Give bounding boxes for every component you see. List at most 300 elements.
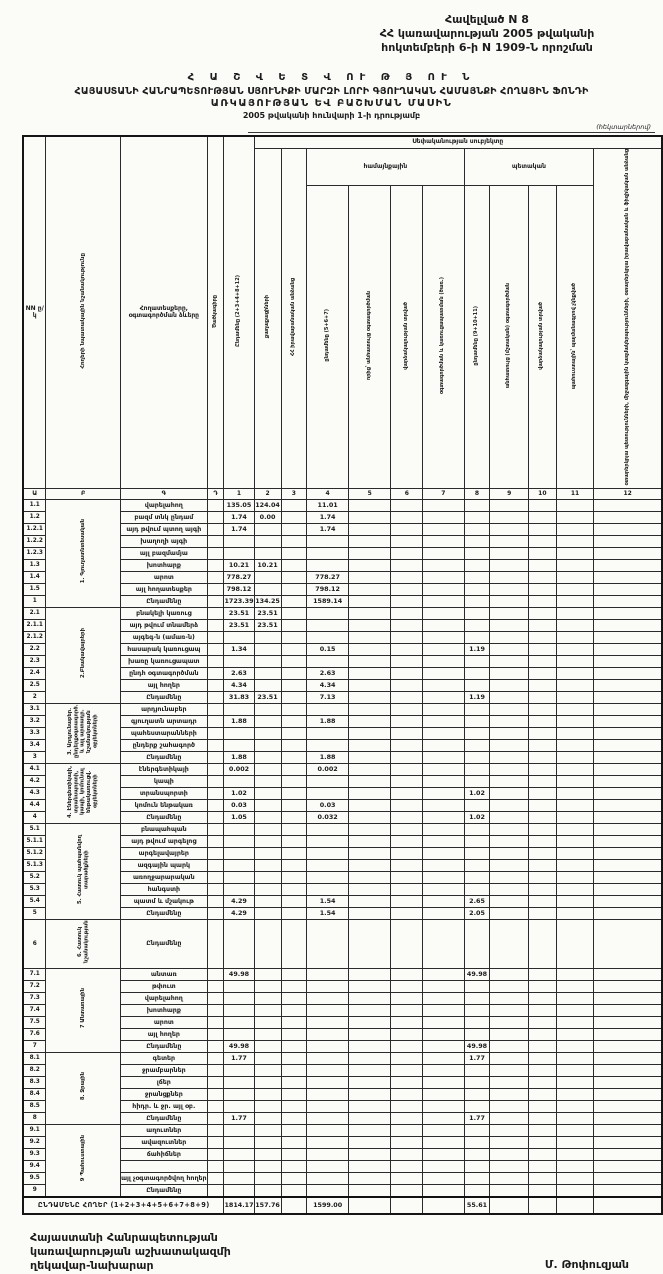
row-code bbox=[207, 895, 224, 907]
row-label: հասարակ կառուցապ bbox=[121, 643, 208, 655]
value-col-6 bbox=[391, 1172, 423, 1184]
value-col-8 bbox=[464, 619, 490, 631]
value-col-1 bbox=[224, 1100, 254, 1112]
section-group-label bbox=[46, 823, 121, 919]
value-col-12 bbox=[594, 643, 662, 655]
row-code bbox=[207, 631, 224, 643]
row-label bbox=[121, 1160, 208, 1172]
section-group-label-text: 4. Էներգետիկայի, տրանսպորտի, կապի, կոմունալ ենթակառուցվ. օբյեկտների bbox=[67, 765, 99, 818]
value-col-1 bbox=[224, 1064, 254, 1076]
value-col-5 bbox=[349, 523, 391, 535]
value-col-4 bbox=[307, 739, 349, 751]
row-label: այլ հողատեսքեր bbox=[121, 583, 208, 595]
value-col-9 bbox=[490, 1064, 529, 1076]
row-code bbox=[207, 1160, 224, 1172]
value-col-2 bbox=[254, 1136, 281, 1148]
value-col-6 bbox=[391, 751, 423, 763]
value-col-4: 0.03 bbox=[307, 799, 349, 811]
index-cell-1: 1 bbox=[224, 488, 254, 499]
value-col-3 bbox=[281, 1160, 307, 1172]
value-col-12 bbox=[594, 1028, 662, 1040]
index-row bbox=[23, 488, 662, 499]
value-col-6 bbox=[391, 859, 423, 871]
value-col-8 bbox=[464, 727, 490, 739]
col-header-total: Ընդամենը (2+3+4+8+12) bbox=[224, 136, 254, 488]
row-label: հիդր. և ջր. այլ օբ. bbox=[121, 1100, 208, 1112]
value-col-3 bbox=[281, 631, 307, 643]
value-col-9 bbox=[490, 847, 529, 859]
value-col-8 bbox=[464, 871, 490, 883]
value-col-9 bbox=[490, 583, 529, 595]
value-col-8 bbox=[464, 511, 490, 523]
value-col-7 bbox=[423, 895, 464, 907]
value-col-6 bbox=[391, 1076, 423, 1088]
section-group-label-text: 3. Արդյունաբեր. ընդերքօգտագործ. և այլ արտադր. նշանակության օբյեկտների bbox=[67, 704, 99, 759]
value-col-1: 4.29 bbox=[224, 895, 254, 907]
value-col-8 bbox=[464, 1004, 490, 1016]
row-code bbox=[207, 1028, 224, 1040]
value-col-5 bbox=[349, 595, 391, 607]
value-col-9 bbox=[490, 1076, 529, 1088]
value-col-4 bbox=[307, 607, 349, 619]
value-col-1 bbox=[224, 703, 254, 715]
table-row bbox=[23, 607, 662, 619]
row-label: բնակելի կառուց bbox=[121, 607, 208, 619]
value-col-2 bbox=[254, 631, 281, 643]
index-cell-2: 2 bbox=[254, 488, 281, 499]
value-col-12 bbox=[594, 715, 662, 727]
table-row bbox=[23, 499, 662, 511]
value-col-6 bbox=[391, 571, 423, 583]
value-col-2 bbox=[254, 907, 281, 919]
value-col-12 bbox=[594, 895, 662, 907]
value-col-4 bbox=[307, 631, 349, 643]
row-label: հանգստի bbox=[121, 883, 208, 895]
row-nn: 2.4 bbox=[23, 667, 46, 679]
row-nn: 2.3 bbox=[23, 655, 46, 667]
value-col-6 bbox=[391, 667, 423, 679]
value-col-10 bbox=[529, 679, 557, 691]
value-col-2 bbox=[254, 583, 281, 595]
value-col-5 bbox=[349, 1124, 391, 1136]
value-col-3 bbox=[281, 1112, 307, 1124]
row-label: ջրանցքներ bbox=[121, 1088, 208, 1100]
value-col-12 bbox=[594, 919, 662, 968]
row-label: Ընդամենը bbox=[121, 691, 208, 703]
value-col-3 bbox=[281, 1100, 307, 1112]
value-col-3 bbox=[281, 1004, 307, 1016]
index-cell-10: 10 bbox=[529, 488, 557, 499]
value-col-6 bbox=[391, 1016, 423, 1028]
value-col-9 bbox=[490, 1184, 529, 1197]
value-col-6 bbox=[391, 1124, 423, 1136]
value-col-9 bbox=[490, 523, 529, 535]
appendix-note bbox=[317, 13, 657, 54]
section-group-label bbox=[46, 763, 121, 823]
value-col-10 bbox=[529, 787, 557, 799]
row-label: արոտ bbox=[121, 1016, 208, 1028]
value-col-3 bbox=[281, 1172, 307, 1184]
value-col-9 bbox=[490, 655, 529, 667]
row-label: ավազուտներ bbox=[121, 1136, 208, 1148]
value-col-3 bbox=[281, 679, 307, 691]
value-col-10 bbox=[529, 1004, 557, 1016]
value-col-3 bbox=[281, 968, 307, 980]
value-col-7 bbox=[423, 1184, 464, 1197]
col-header-community-group: համայնքային bbox=[307, 148, 464, 186]
value-col-11 bbox=[556, 499, 594, 511]
value-col-9 bbox=[490, 835, 529, 847]
value-col-3 bbox=[281, 823, 307, 835]
row-nn: 9.4 bbox=[23, 1160, 46, 1172]
row-nn: 1.2.2 bbox=[23, 535, 46, 547]
value-col-10 bbox=[529, 739, 557, 751]
value-col-8: 1.19 bbox=[464, 643, 490, 655]
value-col-1: 1.77 bbox=[224, 1052, 254, 1064]
value-col-6 bbox=[391, 679, 423, 691]
value-col-10 bbox=[529, 859, 557, 871]
row-nn: 8.3 bbox=[23, 1076, 46, 1088]
value-col-7 bbox=[423, 619, 464, 631]
value-col-9 bbox=[490, 643, 529, 655]
value-col-5 bbox=[349, 1112, 391, 1124]
report-title bbox=[0, 72, 663, 120]
row-code bbox=[207, 1052, 224, 1064]
value-col-4 bbox=[307, 823, 349, 835]
value-col-2 bbox=[254, 871, 281, 883]
footer-line3: ղեկավար-նախարար bbox=[30, 1259, 154, 1273]
value-col-8 bbox=[464, 1136, 490, 1148]
value-col-7 bbox=[423, 679, 464, 691]
value-col-11 bbox=[556, 835, 594, 847]
value-col-1 bbox=[224, 1136, 254, 1148]
value-col-11 bbox=[556, 511, 594, 523]
grand-total-col-6 bbox=[391, 1197, 423, 1214]
value-col-3 bbox=[281, 1184, 307, 1197]
value-col-12 bbox=[594, 968, 662, 980]
row-nn: 8.2 bbox=[23, 1064, 46, 1076]
value-col-7 bbox=[423, 1124, 464, 1136]
value-col-10 bbox=[529, 1148, 557, 1160]
value-col-10 bbox=[529, 1016, 557, 1028]
value-col-12 bbox=[594, 727, 662, 739]
row-code bbox=[207, 763, 224, 775]
value-col-5 bbox=[349, 775, 391, 787]
value-col-8 bbox=[464, 835, 490, 847]
value-col-7 bbox=[423, 835, 464, 847]
value-col-4 bbox=[307, 535, 349, 547]
row-code bbox=[207, 1100, 224, 1112]
value-col-5 bbox=[349, 727, 391, 739]
value-col-9 bbox=[490, 823, 529, 835]
value-col-10 bbox=[529, 907, 557, 919]
value-col-7 bbox=[423, 631, 464, 643]
value-col-1 bbox=[224, 1148, 254, 1160]
value-col-9 bbox=[490, 907, 529, 919]
row-nn: 5.1 bbox=[23, 823, 46, 835]
value-col-11 bbox=[556, 1148, 594, 1160]
value-col-7 bbox=[423, 847, 464, 859]
row-label: Ընդամենը bbox=[121, 1184, 208, 1197]
index-cell-3: 3 bbox=[281, 488, 307, 499]
value-col-7 bbox=[423, 1112, 464, 1124]
row-nn: 9.1 bbox=[23, 1124, 46, 1136]
value-col-11 bbox=[556, 1028, 594, 1040]
row-code bbox=[207, 871, 224, 883]
appendix-line3: հոկտեմբերի 6-ի N 1909-Ն որոշման bbox=[381, 40, 593, 54]
value-col-5 bbox=[349, 1100, 391, 1112]
value-col-8 bbox=[464, 1088, 490, 1100]
index-cell-Բ: Բ bbox=[46, 488, 121, 499]
value-col-8 bbox=[464, 583, 490, 595]
value-col-4 bbox=[307, 1112, 349, 1124]
value-col-11 bbox=[556, 751, 594, 763]
value-col-5 bbox=[349, 583, 391, 595]
value-col-3 bbox=[281, 775, 307, 787]
value-col-11 bbox=[556, 679, 594, 691]
value-col-4: 1.54 bbox=[307, 895, 349, 907]
value-col-12 bbox=[594, 1004, 662, 1016]
value-col-5 bbox=[349, 667, 391, 679]
row-label: կապի bbox=[121, 775, 208, 787]
value-col-9 bbox=[490, 1112, 529, 1124]
value-col-5 bbox=[349, 823, 391, 835]
value-col-3 bbox=[281, 499, 307, 511]
row-code bbox=[207, 1088, 224, 1100]
value-col-12 bbox=[594, 1052, 662, 1064]
value-col-6 bbox=[391, 823, 423, 835]
value-col-2 bbox=[254, 1148, 281, 1160]
value-col-10 bbox=[529, 727, 557, 739]
row-code bbox=[207, 643, 224, 655]
value-col-2: 134.25 bbox=[255, 597, 280, 606]
value-col-2 bbox=[254, 811, 281, 823]
value-col-8 bbox=[464, 1148, 490, 1160]
row-code bbox=[207, 667, 224, 679]
value-col-4 bbox=[307, 835, 349, 847]
row-nn: 1.4 bbox=[23, 571, 46, 583]
row-label: այդ թվում տնամերձ bbox=[121, 619, 208, 631]
row-label: վարելահող bbox=[121, 992, 208, 1004]
value-col-8: 1.02 bbox=[464, 787, 490, 799]
value-col-3 bbox=[281, 763, 307, 775]
row-label: աղուտներ bbox=[121, 1124, 208, 1136]
value-col-12 bbox=[594, 583, 662, 595]
value-col-11 bbox=[556, 1040, 594, 1052]
row-code bbox=[207, 535, 224, 547]
row-code bbox=[207, 559, 224, 571]
value-col-6 bbox=[391, 1148, 423, 1160]
value-col-12 bbox=[594, 679, 662, 691]
value-col-4 bbox=[307, 992, 349, 1004]
value-col-5 bbox=[349, 811, 391, 823]
value-col-12 bbox=[594, 667, 662, 679]
row-label: տրանսպորտի bbox=[121, 787, 208, 799]
value-col-9 bbox=[490, 607, 529, 619]
value-col-10 bbox=[529, 1136, 557, 1148]
row-nn: 4.4 bbox=[23, 799, 46, 811]
value-col-2 bbox=[254, 919, 281, 968]
value-col-10 bbox=[529, 559, 557, 571]
col-header-community-use-build: օգտագործման և կառուցապատման (ծառ.) bbox=[423, 186, 464, 489]
value-col-2 bbox=[254, 751, 281, 763]
value-col-12 bbox=[594, 751, 662, 763]
value-col-4: 7.13 bbox=[307, 691, 349, 703]
value-col-12 bbox=[594, 811, 662, 823]
row-label: այդ թվում պտող այգի bbox=[121, 523, 208, 535]
value-col-11 bbox=[556, 811, 594, 823]
value-col-2 bbox=[254, 1052, 281, 1064]
value-col-6 bbox=[391, 727, 423, 739]
value-col-3 bbox=[281, 643, 307, 655]
value-col-12 bbox=[594, 739, 662, 751]
value-col-1 bbox=[224, 727, 254, 739]
value-col-9 bbox=[490, 739, 529, 751]
value-col-9 bbox=[490, 919, 529, 968]
value-col-6 bbox=[391, 847, 423, 859]
index-cell-4: 4 bbox=[307, 488, 349, 499]
value-col-10 bbox=[529, 1100, 557, 1112]
value-col-1 bbox=[224, 992, 254, 1004]
value-col-1: 23.51 bbox=[224, 619, 254, 631]
value-col-6 bbox=[391, 691, 423, 703]
value-col-5 bbox=[349, 883, 391, 895]
row-nn: 1.2.1 bbox=[23, 523, 46, 535]
value-col-9 bbox=[490, 1088, 529, 1100]
value-col-6 bbox=[391, 1028, 423, 1040]
value-col-10 bbox=[529, 980, 557, 992]
value-col-6 bbox=[391, 968, 423, 980]
value-col-4 bbox=[307, 547, 349, 559]
value-col-9 bbox=[490, 691, 529, 703]
value-col-7 bbox=[423, 1172, 464, 1184]
value-col-1: 49.98 bbox=[224, 1040, 254, 1052]
value-col-9 bbox=[490, 968, 529, 980]
value-col-3 bbox=[281, 1016, 307, 1028]
row-code bbox=[207, 571, 224, 583]
value-col-5 bbox=[349, 835, 391, 847]
row-code bbox=[207, 1148, 224, 1160]
section-group-label-text: 2.Բնակավայրերի bbox=[80, 628, 87, 679]
value-col-9 bbox=[490, 595, 529, 607]
value-col-8 bbox=[464, 607, 490, 619]
value-col-8 bbox=[464, 763, 490, 775]
value-col-3 bbox=[281, 883, 307, 895]
row-nn: 4.3 bbox=[23, 787, 46, 799]
row-code bbox=[207, 691, 224, 703]
value-col-1 bbox=[224, 655, 254, 667]
value-col-2 bbox=[254, 835, 281, 847]
value-col-4 bbox=[307, 1040, 349, 1052]
value-col-9 bbox=[490, 1172, 529, 1184]
value-col-5 bbox=[349, 907, 391, 919]
row-nn: 2.1.1 bbox=[23, 619, 46, 631]
value-col-10 bbox=[529, 1172, 557, 1184]
value-col-1 bbox=[224, 1160, 254, 1172]
value-col-3 bbox=[281, 691, 307, 703]
value-col-4 bbox=[307, 703, 349, 715]
value-col-9 bbox=[490, 1028, 529, 1040]
value-col-1: 135.05 bbox=[224, 499, 254, 511]
value-col-5 bbox=[349, 571, 391, 583]
table-row bbox=[23, 823, 662, 835]
value-col-6 bbox=[391, 595, 423, 607]
value-col-2 bbox=[254, 1160, 281, 1172]
value-col-4 bbox=[307, 727, 349, 739]
value-col-6 bbox=[391, 919, 423, 968]
value-col-7 bbox=[423, 667, 464, 679]
value-col-2 bbox=[254, 1172, 281, 1184]
row-label: Ընդամենը bbox=[121, 907, 208, 919]
row-nn: 8 bbox=[23, 1112, 46, 1124]
value-col-12 bbox=[594, 823, 662, 835]
footer-line2: կառավարության աշխատակազմի bbox=[30, 1245, 231, 1259]
value-col-10 bbox=[529, 1184, 557, 1197]
value-col-7 bbox=[423, 559, 464, 571]
value-col-7 bbox=[423, 1076, 464, 1088]
value-col-10 bbox=[529, 823, 557, 835]
value-col-6 bbox=[391, 703, 423, 715]
value-col-12 bbox=[594, 1136, 662, 1148]
row-code bbox=[207, 980, 224, 992]
value-col-8 bbox=[464, 1160, 490, 1172]
value-col-5 bbox=[349, 739, 391, 751]
grand-total-col-5 bbox=[349, 1197, 391, 1214]
row-nn: 4.1 bbox=[23, 763, 46, 775]
value-col-8 bbox=[464, 655, 490, 667]
value-col-12 bbox=[594, 871, 662, 883]
value-col-3 bbox=[281, 907, 307, 919]
row-code bbox=[207, 1112, 224, 1124]
value-col-8: 49.98 bbox=[464, 1040, 490, 1052]
report-title-sub2: ԱՌԿԱՅՈՒԹՅԱՆ ԵՎ ԲԱՇԽՄԱՆ ՄԱՍԻՆ bbox=[210, 98, 453, 110]
value-col-7 bbox=[423, 1088, 464, 1100]
value-col-3 bbox=[281, 992, 307, 1004]
value-col-11 bbox=[556, 895, 594, 907]
value-col-6 bbox=[391, 992, 423, 1004]
value-col-6 bbox=[391, 1136, 423, 1148]
value-col-10 bbox=[529, 835, 557, 847]
value-col-10 bbox=[529, 919, 557, 968]
value-col-3 bbox=[281, 667, 307, 679]
section-group-label-text: 6. Հատուկ նշանակության bbox=[76, 920, 90, 964]
value-col-3 bbox=[281, 1040, 307, 1052]
grand-total-col-2: 157.76 bbox=[254, 1197, 281, 1214]
value-col-10 bbox=[529, 535, 557, 547]
value-col-1: 1.02 bbox=[224, 787, 254, 799]
value-col-9 bbox=[490, 703, 529, 715]
value-col-8: 2.05 bbox=[464, 907, 490, 919]
value-col-1: 0.002 bbox=[224, 763, 254, 775]
value-col-2 bbox=[254, 739, 281, 751]
value-col-10 bbox=[529, 871, 557, 883]
value-col-9 bbox=[490, 571, 529, 583]
row-label: Ընդամենը bbox=[121, 751, 208, 763]
value-col-10 bbox=[529, 847, 557, 859]
value-col-9 bbox=[490, 547, 529, 559]
value-col-3 bbox=[281, 1076, 307, 1088]
value-col-1 bbox=[224, 1016, 254, 1028]
value-col-5 bbox=[349, 1016, 391, 1028]
value-col-12 bbox=[594, 1040, 662, 1052]
value-col-6 bbox=[391, 523, 423, 535]
value-col-6 bbox=[391, 811, 423, 823]
value-col-4 bbox=[307, 1184, 349, 1197]
value-col-2 bbox=[254, 1076, 281, 1088]
row-label: բազմ տնկ ընդամ bbox=[121, 511, 208, 523]
value-col-7 bbox=[423, 751, 464, 763]
grand-total-col-10 bbox=[529, 1197, 557, 1214]
